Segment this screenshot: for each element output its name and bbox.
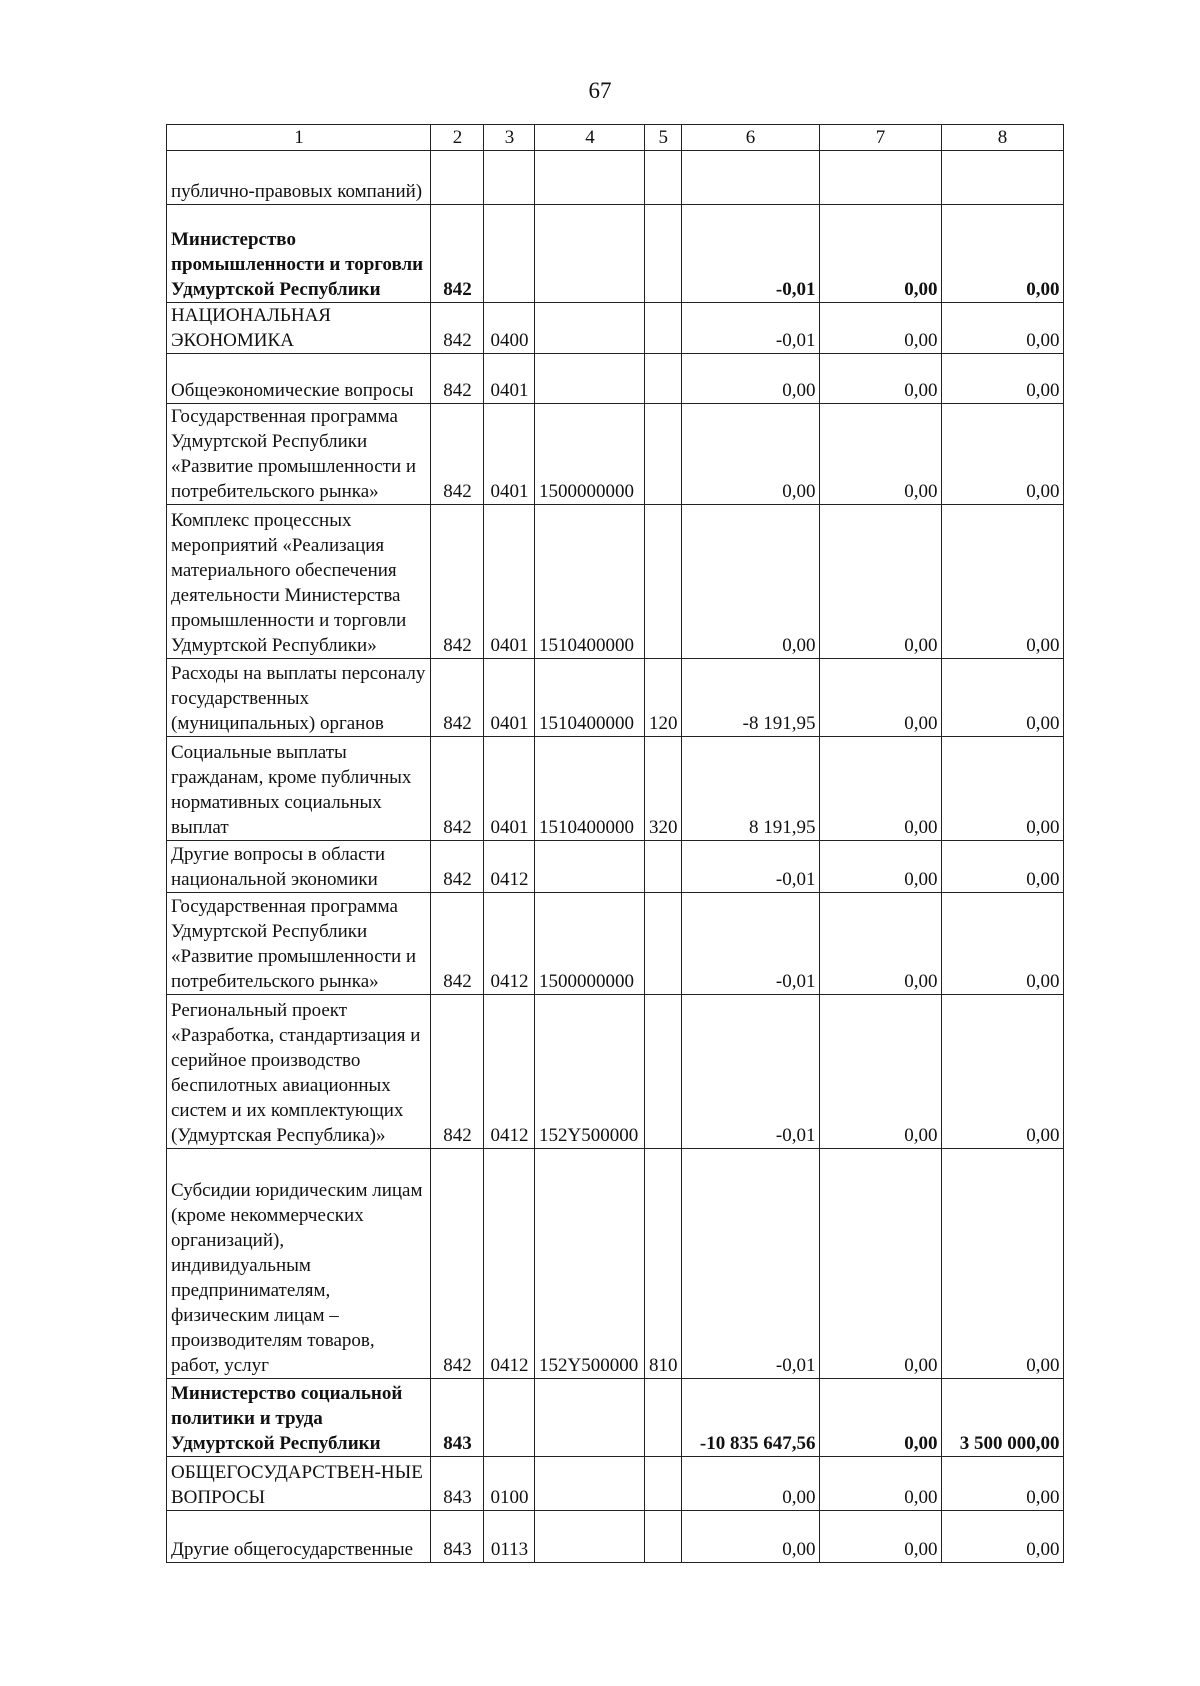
cell-section-code: [484, 1379, 535, 1457]
cell-amount: 0,00: [819, 205, 941, 303]
cell-target-code: [535, 1379, 645, 1457]
cell-section-code: 0401: [484, 505, 535, 659]
cell-section-code: 0412: [484, 995, 535, 1149]
cell-ministry-code: [431, 151, 484, 205]
cell-section-code: 0412: [484, 1149, 535, 1379]
cell-ministry-code: 842: [431, 659, 484, 737]
table-row: [167, 659, 1064, 737]
cell-section-code: 0412: [484, 841, 535, 893]
cell-ministry-code: 842: [431, 205, 484, 303]
table-row: [167, 1511, 1064, 1563]
table-row: [167, 1379, 1064, 1457]
row-name: Региональный проект «Разработка, стандартизация и серийное производство беспилотных авиационных систем и их комплектующих (Удмуртская Республика)»: [167, 995, 431, 1149]
cell-target-code: [535, 1511, 645, 1563]
row-name: Другие вопросы в области национальной экономики: [167, 841, 431, 893]
cell-amount: 0,00: [819, 354, 941, 404]
cell-ministry-code: 842: [431, 354, 484, 404]
page-number: 67: [588, 78, 612, 103]
cell-amount: -0,01: [681, 893, 819, 995]
cell-ministry-code: 842: [431, 995, 484, 1149]
cell-target-code: 1500000000: [535, 893, 645, 995]
cell-target-code: 1510400000: [535, 505, 645, 659]
cell-section-code: 0401: [484, 659, 535, 737]
cell-amount: 0,00: [681, 1457, 819, 1511]
table-row: [167, 737, 1064, 841]
cell-amount: 0,00: [681, 354, 819, 404]
budget-table: [166, 124, 1064, 1563]
cell-expense-type: [645, 1511, 682, 1563]
cell-amount: -0,01: [681, 841, 819, 893]
table-header-row: [167, 125, 1064, 151]
cell-section-code: 0100: [484, 1457, 535, 1511]
cell-amount: 0,00: [941, 893, 1063, 995]
table-row: [167, 1149, 1064, 1379]
cell-section-code: 0113: [484, 1511, 535, 1563]
cell-expense-type: [645, 404, 682, 505]
row-name: Комплекс процессных мероприятий «Реализация материального обеспечения деятельности Министерства промышленности и торговли Удмуртской Республики»: [167, 505, 431, 659]
column-header: 8: [941, 125, 1063, 151]
cell-target-code: [535, 151, 645, 205]
table-row: [167, 404, 1064, 505]
cell-amount: -0,01: [681, 303, 819, 354]
cell-amount: 8 191,95: [681, 737, 819, 841]
cell-section-code: 0401: [484, 354, 535, 404]
cell-target-code: 1510400000: [535, 737, 645, 841]
cell-expense-type: [645, 841, 682, 893]
cell-ministry-code: 842: [431, 404, 484, 505]
row-name: НАЦИОНАЛЬНАЯ ЭКОНОМИКА: [167, 303, 431, 354]
cell-ministry-code: 843: [431, 1511, 484, 1563]
cell-amount: 0,00: [941, 995, 1063, 1149]
cell-amount: 0,00: [941, 737, 1063, 841]
cell-expense-type: [645, 205, 682, 303]
cell-amount: 0,00: [819, 995, 941, 1149]
row-name: Министерство промышленности и торговли Удмуртской Республики: [167, 205, 431, 303]
cell-amount: 0,00: [941, 354, 1063, 404]
cell-expense-type: 810: [645, 1149, 682, 1379]
table-row: [167, 1457, 1064, 1511]
cell-amount: -0,01: [681, 995, 819, 1149]
cell-target-code: [535, 303, 645, 354]
row-name: Общеэкономические вопросы: [167, 354, 431, 404]
cell-amount: 0,00: [941, 1149, 1063, 1379]
cell-section-code: [484, 151, 535, 205]
cell-section-code: 0401: [484, 404, 535, 505]
cell-section-code: 0401: [484, 737, 535, 841]
cell-amount: 0,00: [941, 659, 1063, 737]
cell-ministry-code: 843: [431, 1379, 484, 1457]
cell-ministry-code: 842: [431, 303, 484, 354]
cell-amount: 0,00: [819, 1379, 941, 1457]
column-header: 6: [681, 125, 819, 151]
cell-amount: 0,00: [941, 303, 1063, 354]
table-row: [167, 995, 1064, 1149]
column-header: 4: [535, 125, 645, 151]
cell-amount: 0,00: [819, 1511, 941, 1563]
cell-target-code: 152Y500000: [535, 1149, 645, 1379]
table-row: [167, 151, 1064, 205]
row-name: Социальные выплаты гражданам, кроме публичных нормативных социальных выплат: [167, 737, 431, 841]
cell-target-code: [535, 841, 645, 893]
table-row: [167, 205, 1064, 303]
cell-amount: 0,00: [819, 893, 941, 995]
row-name: Другие общегосударственные: [167, 1511, 431, 1563]
cell-amount: 0,00: [941, 404, 1063, 505]
cell-expense-type: [645, 354, 682, 404]
row-name: ОБЩЕГОСУДАРСТВЕН-НЫЕ ВОПРОСЫ: [167, 1457, 431, 1511]
cell-ministry-code: 842: [431, 737, 484, 841]
cell-target-code: 1500000000: [535, 404, 645, 505]
cell-target-code: [535, 1457, 645, 1511]
cell-expense-type: [645, 995, 682, 1149]
cell-amount: -10 835 647,56: [681, 1379, 819, 1457]
cell-amount: -8 191,95: [681, 659, 819, 737]
table-row: [167, 841, 1064, 893]
cell-amount: 0,00: [819, 303, 941, 354]
cell-ministry-code: 842: [431, 505, 484, 659]
cell-amount: 0,00: [941, 1457, 1063, 1511]
column-header: 5: [645, 125, 682, 151]
cell-amount: 0,00: [819, 505, 941, 659]
cell-expense-type: [645, 1457, 682, 1511]
cell-target-code: 1510400000: [535, 659, 645, 737]
cell-amount: -0,01: [681, 1149, 819, 1379]
cell-ministry-code: 843: [431, 1457, 484, 1511]
table-row: [167, 303, 1064, 354]
table-row: [167, 354, 1064, 404]
cell-amount: 0,00: [941, 505, 1063, 659]
cell-target-code: 152Y500000: [535, 995, 645, 1149]
cell-amount: 0,00: [819, 737, 941, 841]
cell-amount: 0,00: [941, 205, 1063, 303]
cell-amount: [941, 151, 1063, 205]
cell-target-code: [535, 205, 645, 303]
row-name: Субсидии юридическим лицам (кроме некоммерческих организаций), индивидуальным предпринимателям, физическим лицам – производителям товаров, работ, услуг: [167, 1149, 431, 1379]
row-name: Государственная программа Удмуртской Республики «Развитие промышленности и потребительского рынка»: [167, 893, 431, 995]
cell-amount: 0,00: [819, 1149, 941, 1379]
cell-ministry-code: 842: [431, 893, 484, 995]
cell-expense-type: 320: [645, 737, 682, 841]
table-row: [167, 505, 1064, 659]
cell-expense-type: [645, 303, 682, 354]
cell-amount: 0,00: [681, 1511, 819, 1563]
cell-expense-type: [645, 151, 682, 205]
row-name: Министерство социальной политики и труда Удмуртской Республики: [167, 1379, 431, 1457]
cell-section-code: 0412: [484, 893, 535, 995]
table-row: [167, 893, 1064, 995]
column-header: 3: [484, 125, 535, 151]
row-name: публично-правовых компаний): [167, 151, 431, 205]
cell-target-code: [535, 354, 645, 404]
cell-amount: -0,01: [681, 205, 819, 303]
cell-expense-type: [645, 893, 682, 995]
cell-expense-type: [645, 505, 682, 659]
column-header: 7: [819, 125, 941, 151]
cell-amount: 0,00: [819, 659, 941, 737]
cell-ministry-code: 842: [431, 841, 484, 893]
cell-amount: 0,00: [819, 404, 941, 505]
cell-section-code: 0400: [484, 303, 535, 354]
cell-amount: [681, 151, 819, 205]
cell-amount: 0,00: [681, 505, 819, 659]
cell-amount: 0,00: [819, 841, 941, 893]
row-name: Государственная программа Удмуртской Республики «Развитие промышленности и потребительского рынка»: [167, 404, 431, 505]
cell-ministry-code: 842: [431, 1149, 484, 1379]
cell-amount: 3 500 000,00: [941, 1379, 1063, 1457]
cell-amount: [819, 151, 941, 205]
cell-amount: 0,00: [681, 404, 819, 505]
cell-expense-type: [645, 1379, 682, 1457]
row-name: Расходы на выплаты персоналу государственных (муниципальных) органов: [167, 659, 431, 737]
cell-amount: 0,00: [941, 1511, 1063, 1563]
cell-amount: 0,00: [941, 841, 1063, 893]
cell-expense-type: 120: [645, 659, 682, 737]
column-header: 1: [167, 125, 431, 151]
column-header: 2: [431, 125, 484, 151]
cell-amount: 0,00: [819, 1457, 941, 1511]
cell-section-code: [484, 205, 535, 303]
